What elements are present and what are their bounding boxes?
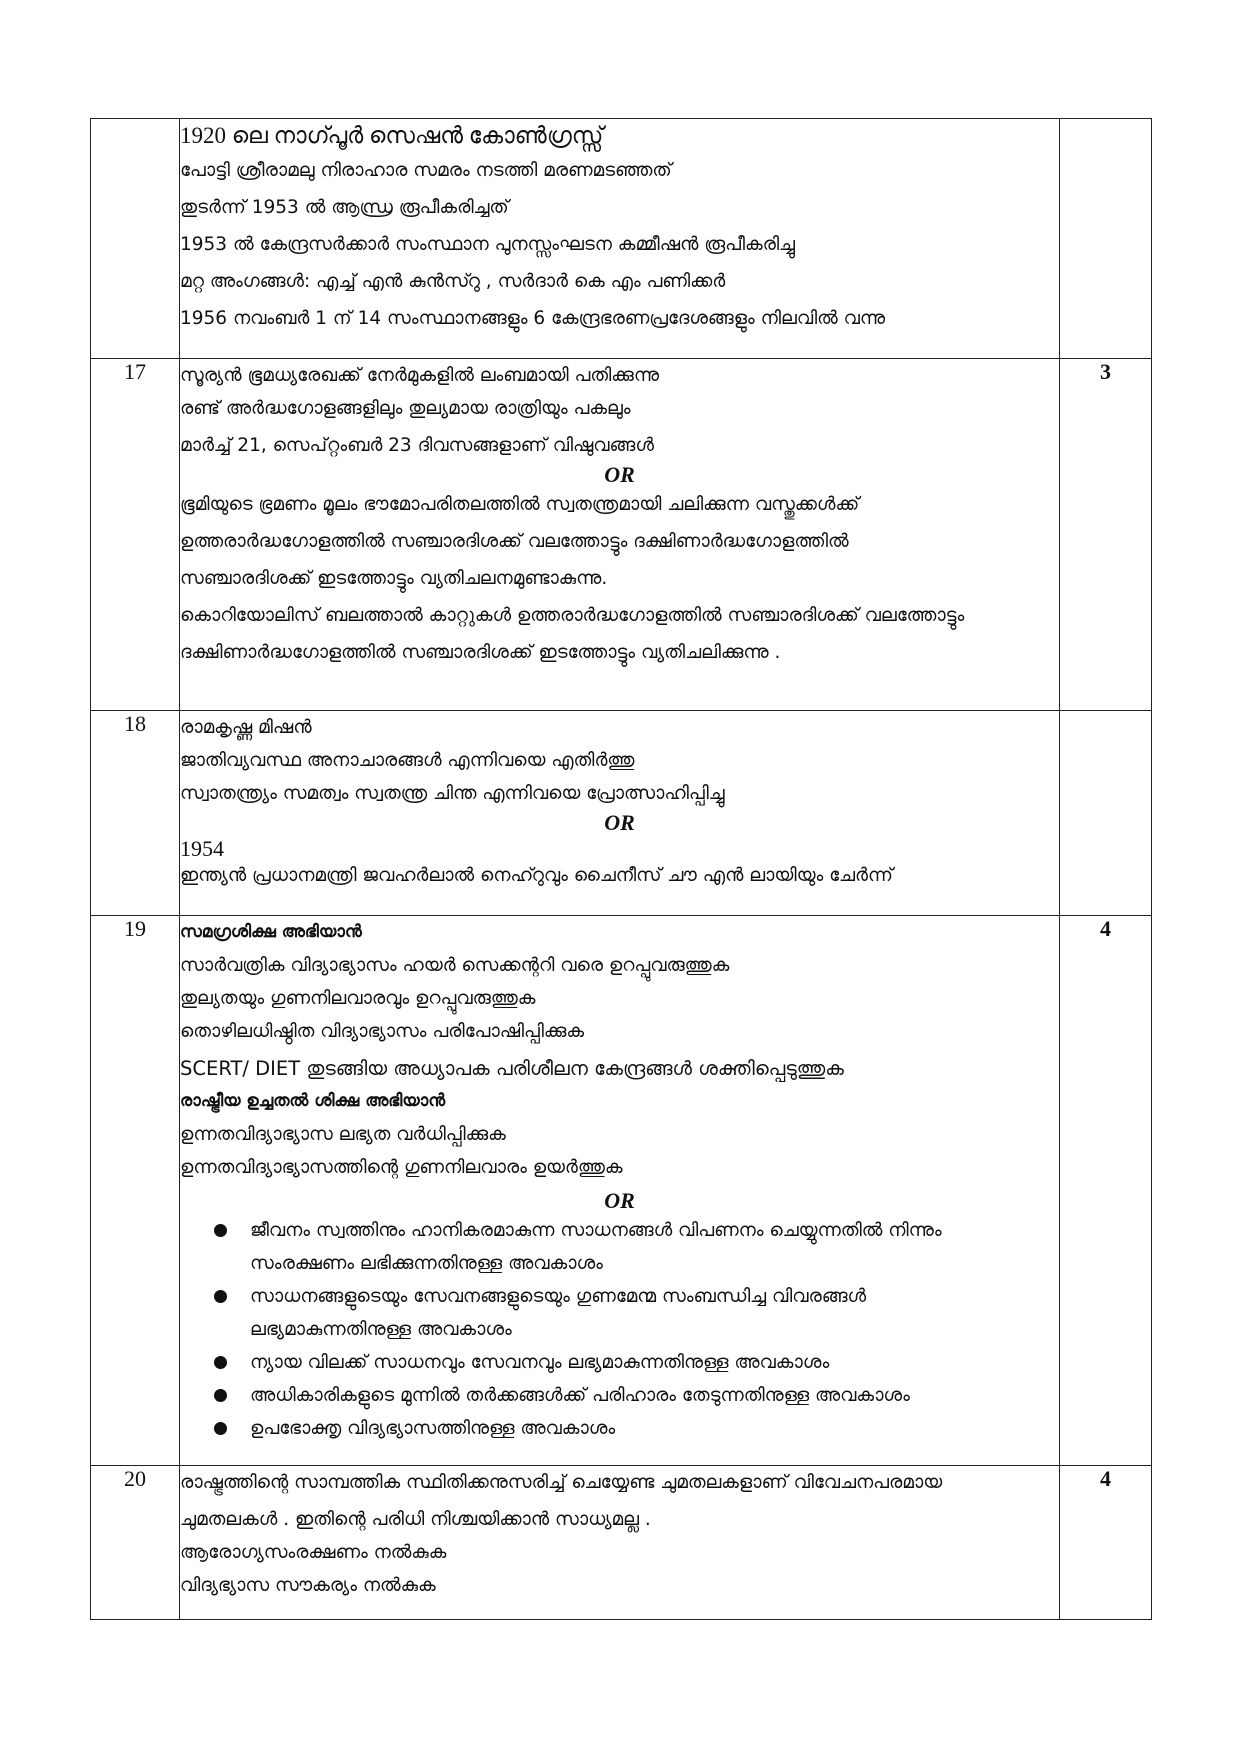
answer-content bbox=[180, 119, 1060, 359]
answer-line: ഇന്ത്യൻ പ്രധാനമന്ത്രി ജവഹർലാൽ നെഹ്റുവും ചൈനീസ് ചൗ എൻ ലായിയും ചേർന്ന് bbox=[180, 865, 893, 886]
list-item-text: സംരക്ഷണം ലഭിക്കുന്നതിനുള്ള അവകാശം bbox=[250, 1253, 603, 1274]
list-item-text: ഉപഭോക്തൃ വിദ്യഭ്യാസത്തിനുള്ള അവകാശം bbox=[250, 1418, 616, 1439]
answer-line: തൊഴിലധിഷ്ഠിത വിദ്യാഭ്യാസം പരിപോഷിപ്പിക്കുക bbox=[180, 1021, 585, 1042]
marks: 4 bbox=[1060, 916, 1152, 1466]
question-number: 17 bbox=[91, 359, 180, 711]
answer-line: ഉന്നതവിദ്യാഭ്യാസത്തിന്റെ ഗുണനിലവാരം ഉയർത്തുക bbox=[180, 1157, 623, 1178]
list-item-text: ലഭ്യമാകുന്നതിനുള്ള അവകാശം bbox=[250, 1319, 512, 1340]
bullet-icon bbox=[214, 1422, 227, 1435]
list-item bbox=[214, 1346, 1059, 1379]
answer-year: 1954 bbox=[180, 836, 224, 861]
answer-line: ഭൂമിയുടെ ഭ്രമണം മൂലം ഭൗമോപരിതലത്തിൽ സ്വതന്ത്രമായി ചലിക്കുന്ന വസ്തുക്കൾക്ക് bbox=[180, 494, 860, 515]
answer-line: ആരോഗ്യസംരക്ഷണം നൽകുക bbox=[180, 1542, 447, 1563]
answer-line: രാമകൃഷ്ണ മിഷൻ bbox=[180, 717, 312, 738]
question-number: 18 bbox=[91, 711, 180, 916]
bullet-icon bbox=[214, 1389, 227, 1402]
answer-line: പോട്ടി ശ്രീരാമലു നിരാഹാര സമരം നടത്തി മരണമടഞ്ഞത് bbox=[180, 160, 672, 181]
bullet-icon bbox=[214, 1290, 227, 1303]
answer-line bbox=[180, 119, 1059, 154]
answer-line: സാർവത്രിക വിദ്യാഭ്യാസം ഹയർ സെക്കന്ററി വരെ ഉറപ്പുവരുത്തുക bbox=[180, 955, 730, 976]
list-item-text: ജീവനം സ്വത്തിനും ഹാനികരമാകുന്ന സാധനങ്ങൾ വിപണനം ചെയ്യുന്നതിൽ നിന്നും bbox=[250, 1220, 942, 1241]
list-item bbox=[214, 1214, 1059, 1280]
answer-content bbox=[180, 711, 1060, 916]
list-item bbox=[214, 1412, 1059, 1445]
table-row bbox=[91, 711, 1152, 916]
list-item-text: സാധനങ്ങളുടെയും സേവനങ്ങളുടെയും ഗുണമേന്മ സംബന്ധിച്ച വിവരങ്ങൾ bbox=[250, 1286, 867, 1307]
answer-content bbox=[180, 1466, 1060, 1620]
or-separator: OR bbox=[604, 810, 635, 835]
list-item bbox=[214, 1280, 1059, 1346]
section-heading: രാഷ്ട്രീയ ഉച്ചതൽ ശിക്ഷ അഭിയാൻ bbox=[180, 1091, 446, 1111]
bullet-list bbox=[180, 1214, 1059, 1445]
question-number bbox=[91, 119, 180, 359]
answer-line: കൊറിയോലിസ് ബലത്താൽ കാറ്റുകൾ ഉത്തരാർദ്ധഗോളത്തിൽ സഞ്ചാരദിശക്ക് വലത്തോട്ടും bbox=[180, 605, 965, 626]
answer-line: മറ്റ അംഗങ്ങൾ: എച്ച് എൻ കുൻസ്റു , സർദാർ കെ എം പണിക്കർ bbox=[180, 271, 726, 292]
or-separator: OR bbox=[604, 1188, 635, 1213]
bullet-icon bbox=[214, 1356, 227, 1369]
table-row bbox=[91, 119, 1152, 359]
answer-line: രണ്ട് അർദ്ധഗോളങ്ങളിലും തുല്യമായ രാത്രിയും പകലും bbox=[180, 398, 631, 419]
answer-line: സഞ്ചാരദിശക്ക് ഇടത്തോട്ടും വ്യതിചലനമുണ്ടാകുന്നു. bbox=[180, 568, 608, 589]
answer-key-table bbox=[90, 118, 1152, 1620]
marks bbox=[1060, 711, 1152, 916]
list-item-text: ന്യായ വിലക്ക് സാധനവും സേവനവും ലഭ്യമാകുന്നതിനുള്ള അവകാശം bbox=[250, 1352, 830, 1373]
marks bbox=[1060, 119, 1152, 359]
answer-line: ചുമതലകൾ . ഇതിന്റെ പരിധി നിശ്ചയിക്കാൻ സാധ്യമല്ല . bbox=[180, 1509, 651, 1530]
answer-line: വിദ്യഭ്യാസ സൗകര്യം നൽകുക bbox=[180, 1575, 436, 1596]
answer-text: 1920 ലെ നാഗ്പൂർ സെഷൻ കോൺഗ്രസ്സ് bbox=[180, 123, 604, 148]
answer-line: ജാതിവ്യവസ്ഥ അനാചാരങ്ങൾ എന്നിവയെ എതിർത്തു bbox=[180, 750, 635, 771]
question-number: 19 bbox=[91, 916, 180, 1466]
section-heading: സമഗ്രശിക്ഷ അഭിയാൻ bbox=[180, 922, 362, 942]
answer-line: 1956 നവംബർ 1 ന് 14 സംസ്ഥാനങ്ങളും 6 കേന്ദ്രഭരണപ്രദേശങ്ങളും നിലവിൽ വന്നു bbox=[180, 308, 886, 329]
list-item-text: അധികാരികളുടെ മുന്നിൽ തർക്കങ്ങൾക്ക് പരിഹാരം തേടുന്നതിനുള്ള അവകാശം bbox=[250, 1385, 910, 1406]
list-item bbox=[214, 1379, 1059, 1412]
table-row bbox=[91, 1466, 1152, 1620]
bullet-icon bbox=[214, 1224, 227, 1237]
answer-line: SCERT/ DIET തുടങ്ങിയ അധ്യാപക പരിശീലന കേന്ദ്രങ്ങൾ ശക്തിപ്പെടുത്തുക bbox=[180, 1057, 844, 1080]
answer-line: തുടർന്ന് 1953 ൽ ആന്ധ്ര രൂപീകരിച്ചത് bbox=[180, 197, 509, 218]
marks: 4 bbox=[1060, 1466, 1152, 1620]
answer-line: സ്വാതന്ത്ര്യം സമത്വം സ്വതന്ത്ര ചിന്ത എന്നിവയെ പ്രോത്സാഹിപ്പിച്ചു bbox=[180, 783, 725, 804]
answer-line: 1953 ൽ കേന്ദ്രസർക്കാർ സംസ്ഥാന പുനസ്സംഘടന കമ്മീഷൻ രൂപീകരിച്ചു bbox=[180, 234, 796, 255]
answer-line: തുല്യതയും ഗുണനിലവാരവും ഉറപ്പുവരുത്തുക bbox=[180, 988, 536, 1009]
table-row bbox=[91, 359, 1152, 711]
answer-line: ഉന്നതവിദ്യാഭ്യാസ ലഭ്യത വർധിപ്പിക്കുക bbox=[180, 1124, 506, 1145]
or-separator: OR bbox=[604, 462, 635, 487]
answer-line: സൂര്യൻ ഭൂമധ്യരേഖക്ക് നേർമുകളിൽ ലംബമായി പതിക്കുന്നു bbox=[180, 365, 660, 386]
answer-line: മാർച്ച് 21, സെപ്റ്റംബർ 23 ദിവസങ്ങളാണ് വിഷുവങ്ങൾ bbox=[180, 435, 654, 456]
answer-line: ഉത്തരാർദ്ധഗോളത്തിൽ സഞ്ചാരദിശക്ക് വലത്തോട്ടും ദക്ഷിണാർദ്ധഗോളത്തിൽ bbox=[180, 531, 849, 552]
table-row bbox=[91, 916, 1152, 1466]
question-number: 20 bbox=[91, 1466, 180, 1620]
answer-line: ദക്ഷിണാർദ്ധഗോളത്തിൽ സഞ്ചാരദിശക്ക് ഇടത്തോട്ടും വ്യതിചലിക്കുന്നു . bbox=[180, 642, 781, 663]
marks: 3 bbox=[1060, 359, 1152, 711]
answer-line: രാഷ്ട്രത്തിന്റെ സാമ്പത്തിക സ്ഥിതിക്കനുസരിച്ച് ചെയ്യേണ്ട ചുമതലകളാണ് വിവേചനപരമായ bbox=[180, 1472, 943, 1493]
answer-content bbox=[180, 359, 1060, 711]
answer-content bbox=[180, 916, 1060, 1466]
